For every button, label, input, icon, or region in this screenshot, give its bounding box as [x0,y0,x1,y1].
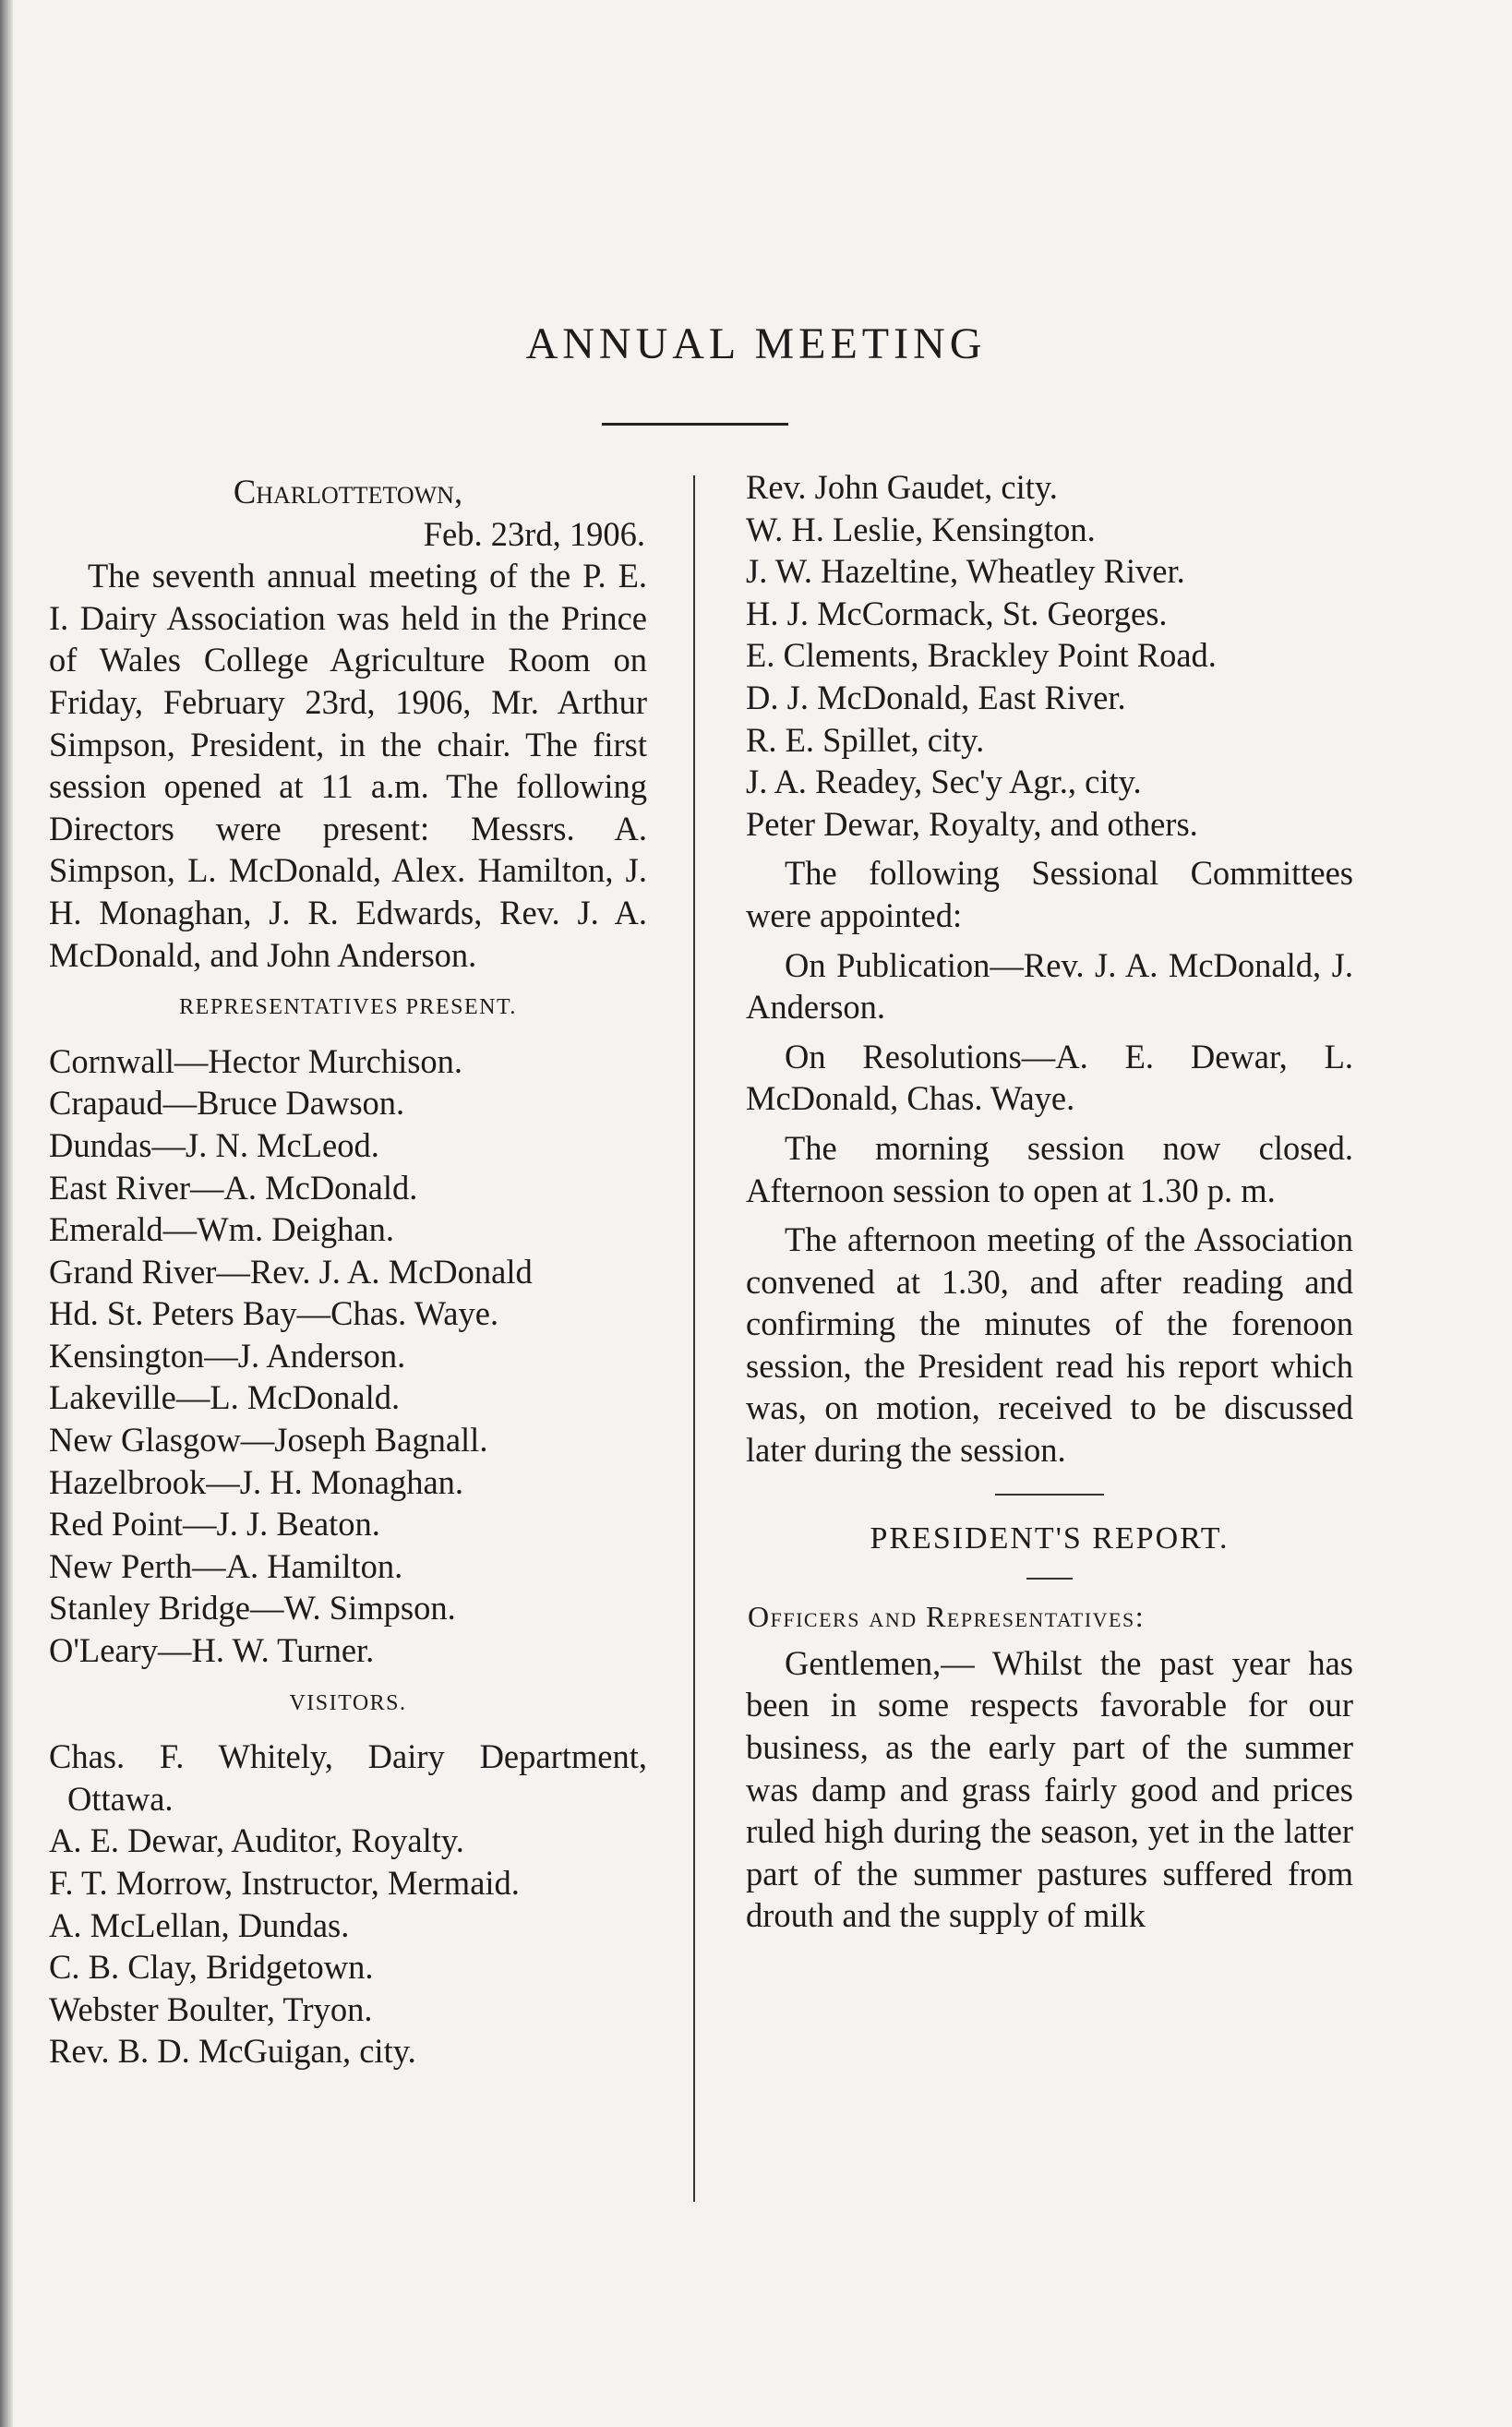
list-item: Lakeville—L. McDonald. [49,1378,401,1417]
list-item: Cornwall—Hector Murchison. [49,1041,463,1080]
list-item: Hd. St. Peters Bay—Chas. Waye. [49,1294,499,1333]
report-opening-paragraph: Gentlemen,— Whilst the past year has been in some respects favorable for our business, as the early part of the summer was damp and grass fairly good and prices ruled high during the season, yet in the latter part of the summer pastures suffered from drouth and the supply of milk [746,1643,1353,1935]
dateline-city: Charlottetown, [233,473,463,511]
list-item: F. T. Morrow, Instructor, Mermaid. [49,1864,520,1902]
morning-close-paragraph: The morning session now closed. Afternoon session to open at 1.30 p. m. [746,1128,1353,1209]
list-item: D. J. McDonald, East River. [746,678,1126,716]
title-rule [602,423,788,426]
left-column [49,466,647,2073]
report-address: Officers and Representatives: [748,1600,1146,1634]
right-column [746,466,1353,1937]
dateline-date: Feb. 23rd, 1906. [423,514,645,553]
list-item: Rev. B. D. McGuigan, city. [49,2032,416,2071]
list-item: Rev. John Gaudet, city. [746,468,1058,506]
page-title: ANNUAL MEETING [525,319,987,368]
report-heading: PRESIDENT'S REPORT. [870,1520,1230,1556]
list-item: A. McLellan, Dundas. [49,1905,350,1944]
committees-intro: The following Sessional Committees were appointed: [746,854,1353,934]
list-item: Hazelbrook—J. H. Monaghan. [49,1462,464,1501]
list-item: E. Clements, Brackley Point Road. [746,636,1217,675]
intro-paragraph: The seventh annual meeting of the P. E. I. Dairy Association was held in the Prince of Wales College Agriculture Room on Friday, February 23rd, 1906, Mr. Arthur Simpson, President, in the chair. The first session opened at 11 a.m. The following Directors were present: Messrs. A. Simpson, L. McDonald, Alex. Hamilton, J. H. Monaghan, J. R. Edwards, Rev. J. A. McDonald, and John Anderson. [49,557,647,974]
list-item: W. H. Leslie, Kensington. [746,510,1096,548]
section-rule [995,1494,1104,1496]
list-item: Kensington—J. Anderson. [49,1336,406,1375]
report-rule [1026,1578,1073,1580]
committee-resolutions: On Resolutions—A. E. Dewar, L. McDonald, Chas. Waye. [746,1037,1353,1118]
list-item: Dundas—J. N. McLeod. [49,1125,379,1164]
list-item: Webster Boulter, Tryon. [49,1989,373,2028]
list-item: J. W. Hazeltine, Wheatley River. [746,552,1185,591]
list-item: Peter Dewar, Royalty, and others. [746,804,1198,843]
representatives-heading: REPRESENTATIVES PRESENT. [179,995,517,1020]
visitors-list-continued [746,466,1353,845]
list-item: R. E. Spillet, city. [746,720,985,759]
list-item: A. E. Dewar, Auditor, Royalty. [49,1821,464,1860]
visitors-list [49,1736,647,2073]
list-item: Grand River—Rev. J. A. McDonald [49,1252,533,1291]
list-item: O'Leary—H. W. Turner. [49,1631,375,1670]
list-item: Emerald—Wm. Deighan. [49,1210,395,1249]
list-item: H. J. McCormack, St. Georges. [746,594,1168,632]
committee-publication: On Publication—Rev. J. A. McDonald, J. Anderson. [746,945,1353,1027]
list-item: East River—A. McDonald. [49,1168,418,1207]
visitors-heading: VISITORS. [289,1690,407,1715]
list-item: J. A. Readey, Sec'y Agr., city. [746,763,1142,801]
representatives-list [49,1040,647,1672]
list-item: Chas. F. Whitely, Dairy Department, Ottawa. [49,1737,647,1818]
afternoon-paragraph: The afternoon meeting of the Association convened at 1.30, and after reading and confirming the minutes of the forenoon session, the President read his report which was, on motion, received to be discussed later during the session. [746,1220,1353,1470]
list-item: C. B. Clay, Bridgetown. [49,1948,374,1987]
list-item: Red Point—J. J. Beaton. [49,1505,380,1544]
list-item: Crapaud—Bruce Dawson. [49,1084,405,1123]
column-divider [693,475,695,2202]
list-item: New Perth—A. Hamilton. [49,1546,403,1585]
list-item: New Glasgow—Joseph Bagnall. [49,1421,488,1460]
list-item: Stanley Bridge—W. Simpson. [49,1589,456,1628]
